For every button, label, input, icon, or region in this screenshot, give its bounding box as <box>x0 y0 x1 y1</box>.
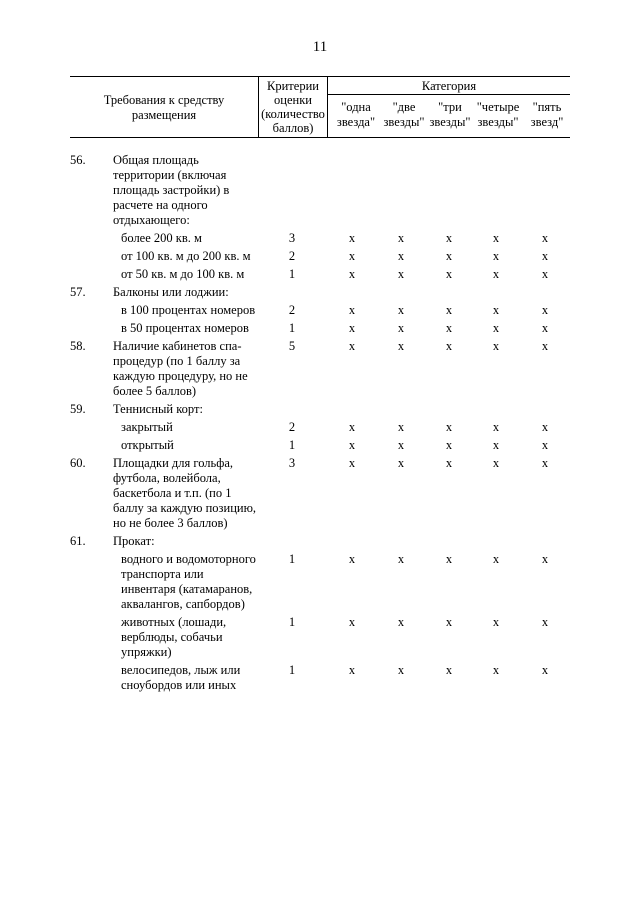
row-requirement: Общая площадь территории (включая площадь застройки) в расчете на одного отдыхающего: <box>113 153 230 227</box>
row-score: 1 <box>288 267 296 281</box>
header-category-four-stars: "четыре звезды" <box>476 100 520 129</box>
row-number <box>70 420 113 435</box>
category-mark: х <box>397 420 405 434</box>
row-requirement: в 50 процентах номеров <box>121 321 249 335</box>
table-row <box>70 321 570 336</box>
category-mark: х <box>541 456 549 470</box>
table-row <box>70 552 570 612</box>
category-mark: х <box>348 231 356 245</box>
row-score: 3 <box>288 456 296 470</box>
table-row <box>70 456 570 531</box>
row-number <box>70 615 113 660</box>
category-mark: х <box>541 420 549 434</box>
table-row <box>70 231 570 246</box>
category-mark: х <box>541 663 549 677</box>
table-row <box>70 420 570 435</box>
category-mark: х <box>348 456 356 470</box>
category-mark: х <box>492 438 500 452</box>
category-mark: х <box>348 267 356 281</box>
category-mark: х <box>492 615 500 629</box>
row-requirement: велосипедов, лыж или сноубордов или иных <box>121 663 241 692</box>
category-mark: х <box>445 615 453 629</box>
row-requirement: Площадки для гольфа, футбола, волейбола, баскетбола и т.п. (по 1 баллу за каждую позицию, но не более 3 баллов) <box>113 456 257 530</box>
row-number <box>70 321 113 336</box>
row-score: 1 <box>288 615 296 629</box>
header-category-five-stars: "пять звезд" <box>530 100 564 129</box>
table-row <box>70 663 570 693</box>
category-mark: х <box>445 249 453 263</box>
category-mark: х <box>445 339 453 353</box>
row-requirement: животных (лошади, верблюды, собачьи упряжки) <box>121 615 227 659</box>
category-mark: х <box>492 231 500 245</box>
category-mark: х <box>348 420 356 434</box>
category-mark: х <box>348 663 356 677</box>
row-number <box>70 249 113 264</box>
row-score: 1 <box>288 321 296 335</box>
category-mark: х <box>348 339 356 353</box>
category-mark: х <box>492 663 500 677</box>
category-mark: х <box>348 303 356 317</box>
category-mark: х <box>397 663 405 677</box>
row-requirement: от 50 кв. м до 100 кв. м <box>121 267 245 281</box>
row-requirement: закрытый <box>121 420 173 434</box>
row-requirement: Теннисный корт: <box>113 402 203 416</box>
category-mark: х <box>541 321 549 335</box>
category-mark: х <box>541 231 549 245</box>
category-mark: х <box>492 267 500 281</box>
category-mark: х <box>541 303 549 317</box>
category-mark: х <box>397 321 405 335</box>
category-mark: х <box>397 249 405 263</box>
row-score: 2 <box>288 303 296 317</box>
row-requirement: открытый <box>121 438 174 452</box>
category-mark: х <box>397 615 405 629</box>
table-row <box>70 615 570 660</box>
row-number <box>70 303 113 318</box>
table-row <box>70 285 570 300</box>
category-mark: х <box>397 456 405 470</box>
category-mark: х <box>492 321 500 335</box>
category-mark: х <box>348 249 356 263</box>
table-row <box>70 534 570 549</box>
category-mark: х <box>397 267 405 281</box>
category-mark: х <box>348 321 356 335</box>
category-mark: х <box>492 303 500 317</box>
table-row <box>70 339 570 399</box>
criteria-table <box>70 76 570 696</box>
table-row <box>70 153 570 228</box>
category-mark: х <box>445 420 453 434</box>
category-mark: х <box>492 456 500 470</box>
category-mark: х <box>348 438 356 452</box>
row-requirement: от 100 кв. м до 200 кв. м <box>121 249 251 263</box>
row-requirement: Наличие кабинетов спа-процедур (по 1 баллу за каждую процедуру, но не более 5 баллов) <box>113 339 248 398</box>
category-mark: х <box>445 552 453 566</box>
row-number <box>70 231 113 246</box>
category-mark: х <box>397 303 405 317</box>
row-score: 2 <box>288 420 296 434</box>
row-score: 3 <box>288 231 296 245</box>
header-category-two-stars: "две звезды" <box>383 100 425 129</box>
row-score: 1 <box>288 438 296 452</box>
row-score: 1 <box>288 663 296 677</box>
header-criteria: Критерии оценки (количество баллов) <box>261 79 325 135</box>
row-number: 60. <box>70 456 86 470</box>
header-category-one-star: "одна звезда" <box>336 100 376 129</box>
category-mark: х <box>397 552 405 566</box>
category-mark: х <box>541 339 549 353</box>
row-number: 61. <box>70 534 86 548</box>
row-requirement: Прокат: <box>113 534 155 548</box>
category-mark: х <box>492 420 500 434</box>
header-requirements: Требования к средству размещения <box>103 93 225 122</box>
category-mark: х <box>541 438 549 452</box>
category-mark: х <box>348 552 356 566</box>
category-mark: х <box>397 438 405 452</box>
row-number <box>70 552 113 612</box>
table-row <box>70 303 570 318</box>
category-mark: х <box>445 267 453 281</box>
row-score: 5 <box>288 339 296 353</box>
row-score: 2 <box>288 249 296 263</box>
category-mark: х <box>445 321 453 335</box>
row-number: 56. <box>70 153 86 167</box>
header-category: Категория <box>421 79 477 93</box>
table-header <box>70 76 570 138</box>
row-number: 58. <box>70 339 86 353</box>
category-mark: х <box>492 249 500 263</box>
row-requirement: Балконы или лоджии: <box>113 285 229 299</box>
table-row <box>70 267 570 282</box>
row-number: 57. <box>70 285 86 299</box>
row-number <box>70 267 113 282</box>
category-mark: х <box>541 552 549 566</box>
category-mark: х <box>541 267 549 281</box>
category-mark: х <box>541 615 549 629</box>
row-number: 59. <box>70 402 86 416</box>
category-mark: х <box>397 231 405 245</box>
row-score: 1 <box>288 552 296 566</box>
row-number <box>70 663 113 693</box>
table-body <box>70 138 570 693</box>
category-mark: х <box>541 249 549 263</box>
table-row <box>70 249 570 264</box>
table-row <box>70 402 570 417</box>
category-mark: х <box>445 438 453 452</box>
page-number: 11 <box>312 39 328 55</box>
row-requirement: водного и водомоторного транспорта или инвентаря (катамаранов, аквалангов, сапбордов) <box>121 552 256 611</box>
row-number <box>70 438 113 453</box>
row-requirement: в 100 процентах номеров <box>121 303 256 317</box>
category-mark: х <box>445 231 453 245</box>
category-mark: х <box>397 339 405 353</box>
table-row <box>70 438 570 453</box>
row-requirement: более 200 кв. м <box>121 231 202 245</box>
category-mark: х <box>492 552 500 566</box>
category-mark: х <box>348 615 356 629</box>
category-mark: х <box>445 456 453 470</box>
category-mark: х <box>445 663 453 677</box>
header-category-three-stars: "три звезды" <box>429 100 471 129</box>
category-mark: х <box>492 339 500 353</box>
category-mark: х <box>445 303 453 317</box>
